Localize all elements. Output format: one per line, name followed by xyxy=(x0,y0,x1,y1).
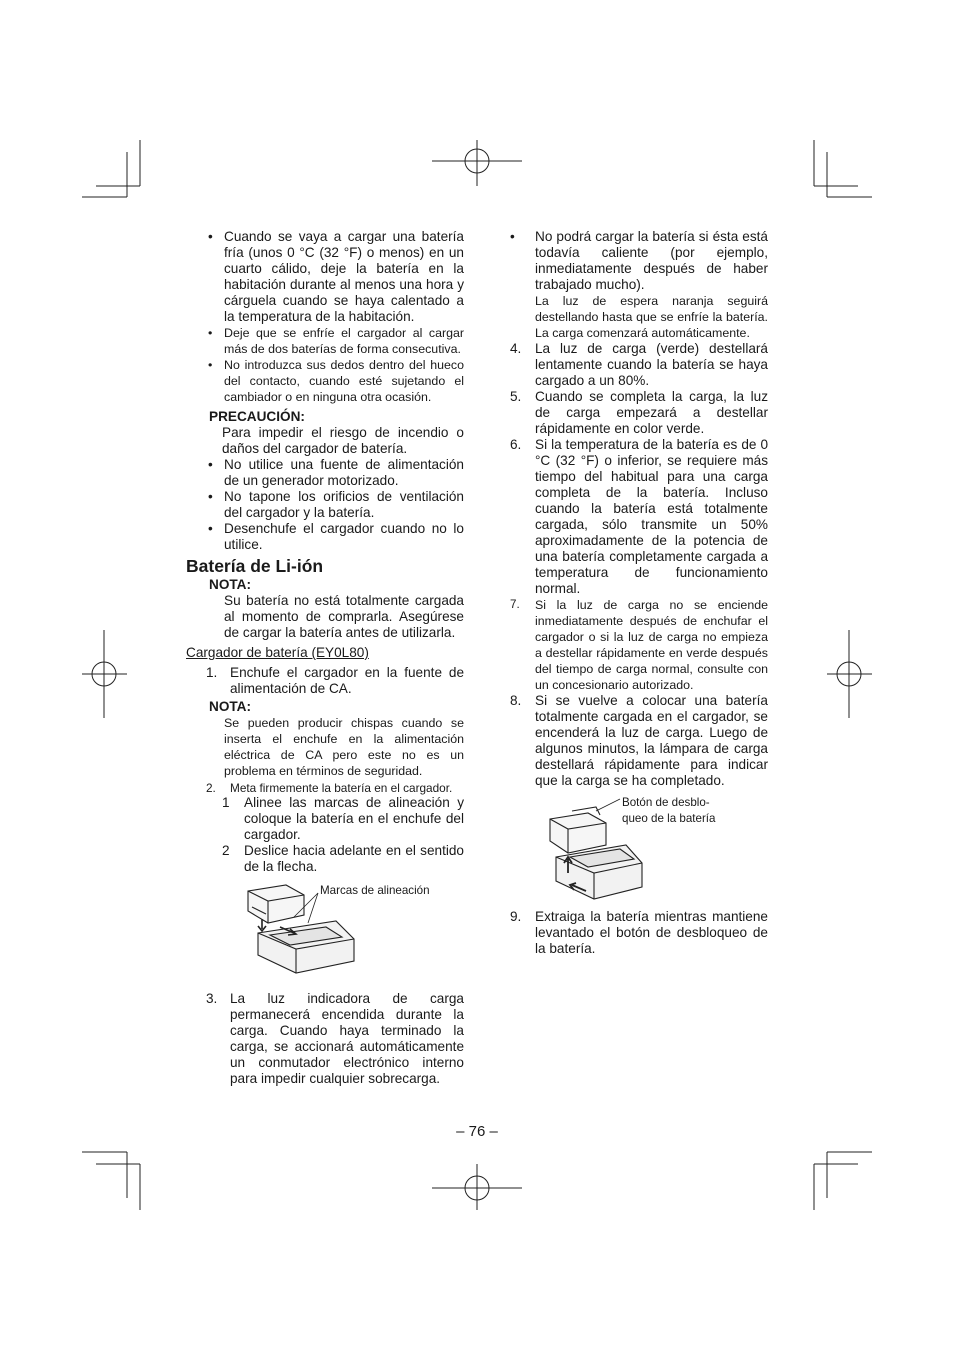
charger-title: Cargador de batería (EY0L80) xyxy=(186,645,369,660)
caution-text: Para impedir el riesgo de incendio o daños del cargador de batería. xyxy=(222,425,464,456)
alignment-figure xyxy=(186,881,464,981)
release-caption-line-2: queo de la batería xyxy=(622,812,716,825)
list-item: • No podrá cargar la batería si ésta está todavía caliente (por ejemplo, inmediatamente después de haber trabajado mucho). xyxy=(510,229,768,292)
sub-step-2: 2 Deslice hacia adelante en el sentido de la flecha. xyxy=(222,843,464,874)
nota-label: NOTA: xyxy=(209,577,252,592)
caution-label: PRECAUCIÓN: xyxy=(209,409,305,424)
list-item: • No utilice una fuente de alimentación de un generador motorizado. xyxy=(208,457,464,488)
step-1: 1. Enchufe el cargador en la fuente de alimentación de CA. xyxy=(206,665,464,696)
list-item: • Cuando se vaya a cargar una batería fría (unos 0 °C (32 °F) o menos) en un cuarto cálido, deje la batería en la habitación durante al menos una hora y cárguela cuando se haya calentado a la temperatura de la habitación. xyxy=(208,229,464,324)
nota2-text: Se pueden producir chispas cuando se inserta el enchufe en la alimentación eléctrica de CA pero este no es un problema en términos de seguridad. xyxy=(224,716,464,778)
release-figure xyxy=(508,793,768,909)
step-3: 3. La luz indicadora de carga permanecerá encendida durante la carga. Cuando haya terminado la carga, se accionará automáticamente un conmutador electrónico interno para impedir cualquier sobrecarga. xyxy=(206,991,464,1086)
step-6: 6. Si la temperatura de la batería es de 0 °C (32 °F) o inferior, se requiere más tiempo del habitual para una carga completa de la batería. Incluso cuando la batería está totalmente cargada, sólo transmite un 50% aproximadamente de la potencia de una batería completamente cargada a temperatura de funcionamiento normal. xyxy=(510,437,768,596)
step-8: 8. Si se vuelve a colocar una batería totalmente cargada en el cargador, se encenderá la luz de carga. Luego de algunos minutos, la lámpara de carga destellará rápidamente para indicar que la carga se ha completado. xyxy=(510,693,768,788)
list-item: • No introduzca sus dedos dentro del hueco del contacto, cuando esté sujetando el cambiador o en ninguna otra ocasión. xyxy=(208,358,464,404)
nota2-label: NOTA: xyxy=(209,699,252,714)
list-item: • Desenchufe el cargador cuando no lo utilice. xyxy=(208,521,464,552)
right-column xyxy=(508,229,768,957)
list-item: • No tapone los orificios de ventilación del cargador y la batería. xyxy=(208,489,464,520)
nota-text: Su batería no está totalmente cargada al momento de comprarla. Asegúrese de cargar la batería antes de utilizarla. xyxy=(224,593,464,640)
step-2: 2. Meta firmemente la batería en el cargador. xyxy=(206,781,453,795)
page-number: – 76 – xyxy=(456,1123,498,1140)
release-caption-line-1: Botón de desblo- xyxy=(622,796,710,809)
step-9: 9. Extraiga la batería mientras mantiene levantado el botón de desbloqueo de la batería. xyxy=(510,909,768,956)
list-item: • Deje que se enfríe el cargador al cargar más de dos baterías de forma consecutiva. xyxy=(208,326,464,356)
section-heading: Batería de Li-ión xyxy=(186,556,324,576)
alignment-marks-caption: Marcas de alineación xyxy=(320,884,430,897)
sub-step-1: 1 Alinee las marcas de alineación y coloque la batería en el enchufe del cargador. xyxy=(222,795,464,842)
left-column xyxy=(186,229,464,1087)
step-5: 5. Cuando se completa la carga, la luz de carga empezará a destellar rápidamente en color verde. xyxy=(510,389,768,436)
step-4: 4. La luz de carga (verde) destellará lentamente cuando la batería se haya cargado a un 80%. xyxy=(510,341,768,388)
bullet-note: La luz de espera naranja seguirá destellando hasta que se enfríe la batería. La carga comenzará automáticamente. xyxy=(535,294,768,340)
step-7: 7. Si la luz de carga no se enciende inmediatamente después de enchufar el cargador o si la luz de carga no empieza a destellar rápidamente en verde después del tiempo de carga normal, consulte con un concesionario autorizado. xyxy=(510,598,768,692)
